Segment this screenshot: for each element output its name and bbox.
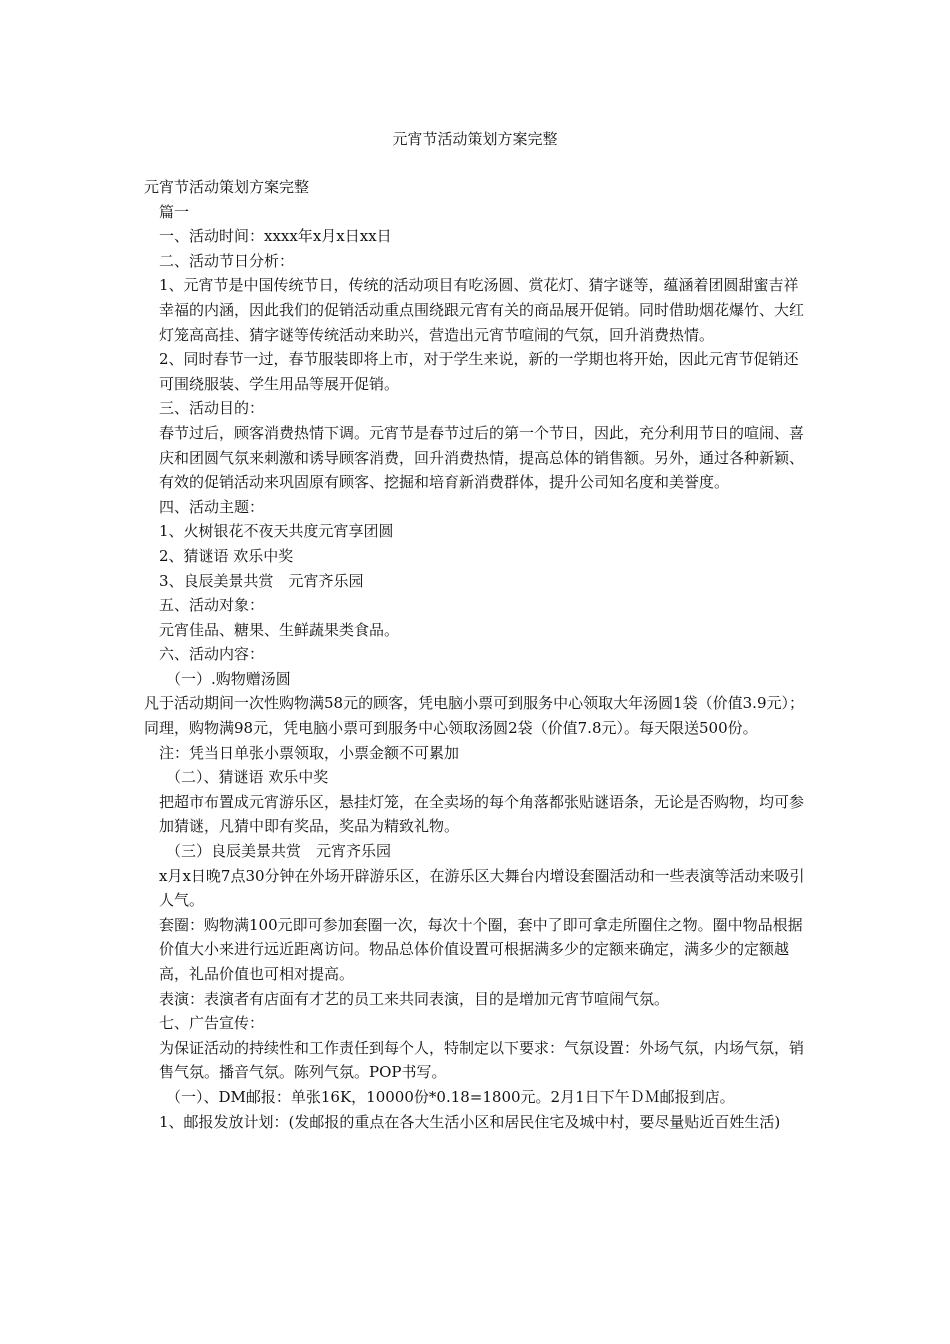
paragraph: 把超市布置成元宵游乐区，悬挂灯笼，在全卖场的每个角落都张贴谜语条，无论是否购物，均可参加猜谜，凡猜中即有奖品，奖品为精致礼物。 — [159, 792, 805, 836]
paragraph: 为保证活动的持续性和工作责任到每个人，特制定以下要求：气氛设置：外场气氛，内场气氛，销售气氛。播音气氛。陈列气氛。POP书写。 — [159, 1038, 805, 1082]
paragraph: 一、活动时间：xxxx年x月x日xx日 — [159, 227, 392, 246]
paragraph: （二）、猜谜语 欢乐中奖 — [166, 768, 329, 787]
paragraph: （一）、DM邮报：单张16K，10000份*0.18=1800元。2月1日下午ＤＭ邮报到店。 — [166, 1087, 735, 1106]
paragraph: 2、猜谜语 欢乐中奖 — [159, 546, 294, 565]
paragraph: 六、活动内容： — [159, 645, 265, 664]
paragraph: 元宵佳品、糖果、生鲜蔬果类食品。 — [159, 620, 400, 639]
paragraph: 1、邮报发放计划：(发邮报的重点在各大生活小区和居民住宅及城中村，要尽量贴近百姓生活) — [159, 1112, 781, 1131]
paragraph: 注：凭当日单张小票领取，小票金额不可累加 — [159, 743, 460, 762]
paragraph: 二、活动节日分析： — [159, 251, 295, 270]
paragraph: 1、火树银花不夜天共度元宵享团圆 — [159, 522, 394, 541]
document-body — [144, 175, 808, 1134]
paragraph: 七、广告宣传： — [159, 1014, 265, 1033]
paragraph: （一）.购物赠汤圆 — [166, 669, 291, 688]
paragraph: 春节过后，顾客消费热情下调。元宵节是春节过后的第一个节日，因此，充分利用节日的喧闹、喜庆和团圆气氛来刺激和诱导顾客消费，回升消费热情，提高总体的销售额。另外，通过各种新颖、有效的促销活动来巩固原有顾客、挖掘和培育新消费群体，提升公司知名度和美誉度。 — [159, 423, 805, 492]
paragraph: 五、活动对象： — [159, 596, 265, 615]
paragraph: （三）良辰美景共赏 元宵齐乐园 — [166, 842, 392, 861]
paragraph: 1、元宵节是中国传统节日，传统的活动项目有吃汤圆、赏花灯、猜字谜等，蕴涵着团圆甜蜜吉祥幸福的内涵，因此我们的促销活动重点围绕跟元宵有关的商品展开促销。同时借助烟花爆竹、大红灯笼高高挂、猜字谜等传统活动来助兴，营造出元宵节喧闹的气氛，回升消费热情。 — [159, 276, 805, 344]
paragraph: 三、活动目的： — [159, 399, 265, 418]
paragraph: 元宵节活动策划方案完整 — [144, 178, 310, 196]
paragraph: 凡于活动期间一次性购物满58元的顾客，凭电脑小票可到服务中心领取大年汤圆1袋（价值3.9元）；同理，购物满98元，凭电脑小票可到服务中心领取汤圆2袋（价值7.8元）。每天限送500份。 — [144, 694, 804, 738]
paragraph: 篇一 — [159, 202, 190, 221]
paragraph: 套圈：购物满100元即可参加套圈一次，每次十个圈，套中了即可拿走所圈住之物。圈中物品根据价值大小来进行远近距离访问。物品总体价值设置可根据满多少的定额来确定，满多少的定额越高，礼品价值也可相对提高。 — [159, 915, 803, 983]
paragraph: x月x日晚7点30分钟在外场开辟游乐区，在游乐区大舞台内增设套圈活动和一些表演等活动来吸引人气。 — [159, 866, 805, 910]
paragraph: 3、良辰美景共赏 元宵齐乐园 — [159, 571, 364, 590]
paragraph: 2、同时春节一过，春节服装即将上市，对于学生来说，新的一学期也将开始，因此元宵节促销还可围绕服装、学生用品等展开促销。 — [159, 350, 799, 393]
paragraph: 表演：表演者有店面有才艺的员工来共同表演，目的是增加元宵节喧闹气氛。 — [159, 989, 670, 1008]
document-title: 元宵节活动策划方案完整 — [392, 130, 558, 148]
paragraph: 四、活动主题： — [159, 497, 265, 516]
